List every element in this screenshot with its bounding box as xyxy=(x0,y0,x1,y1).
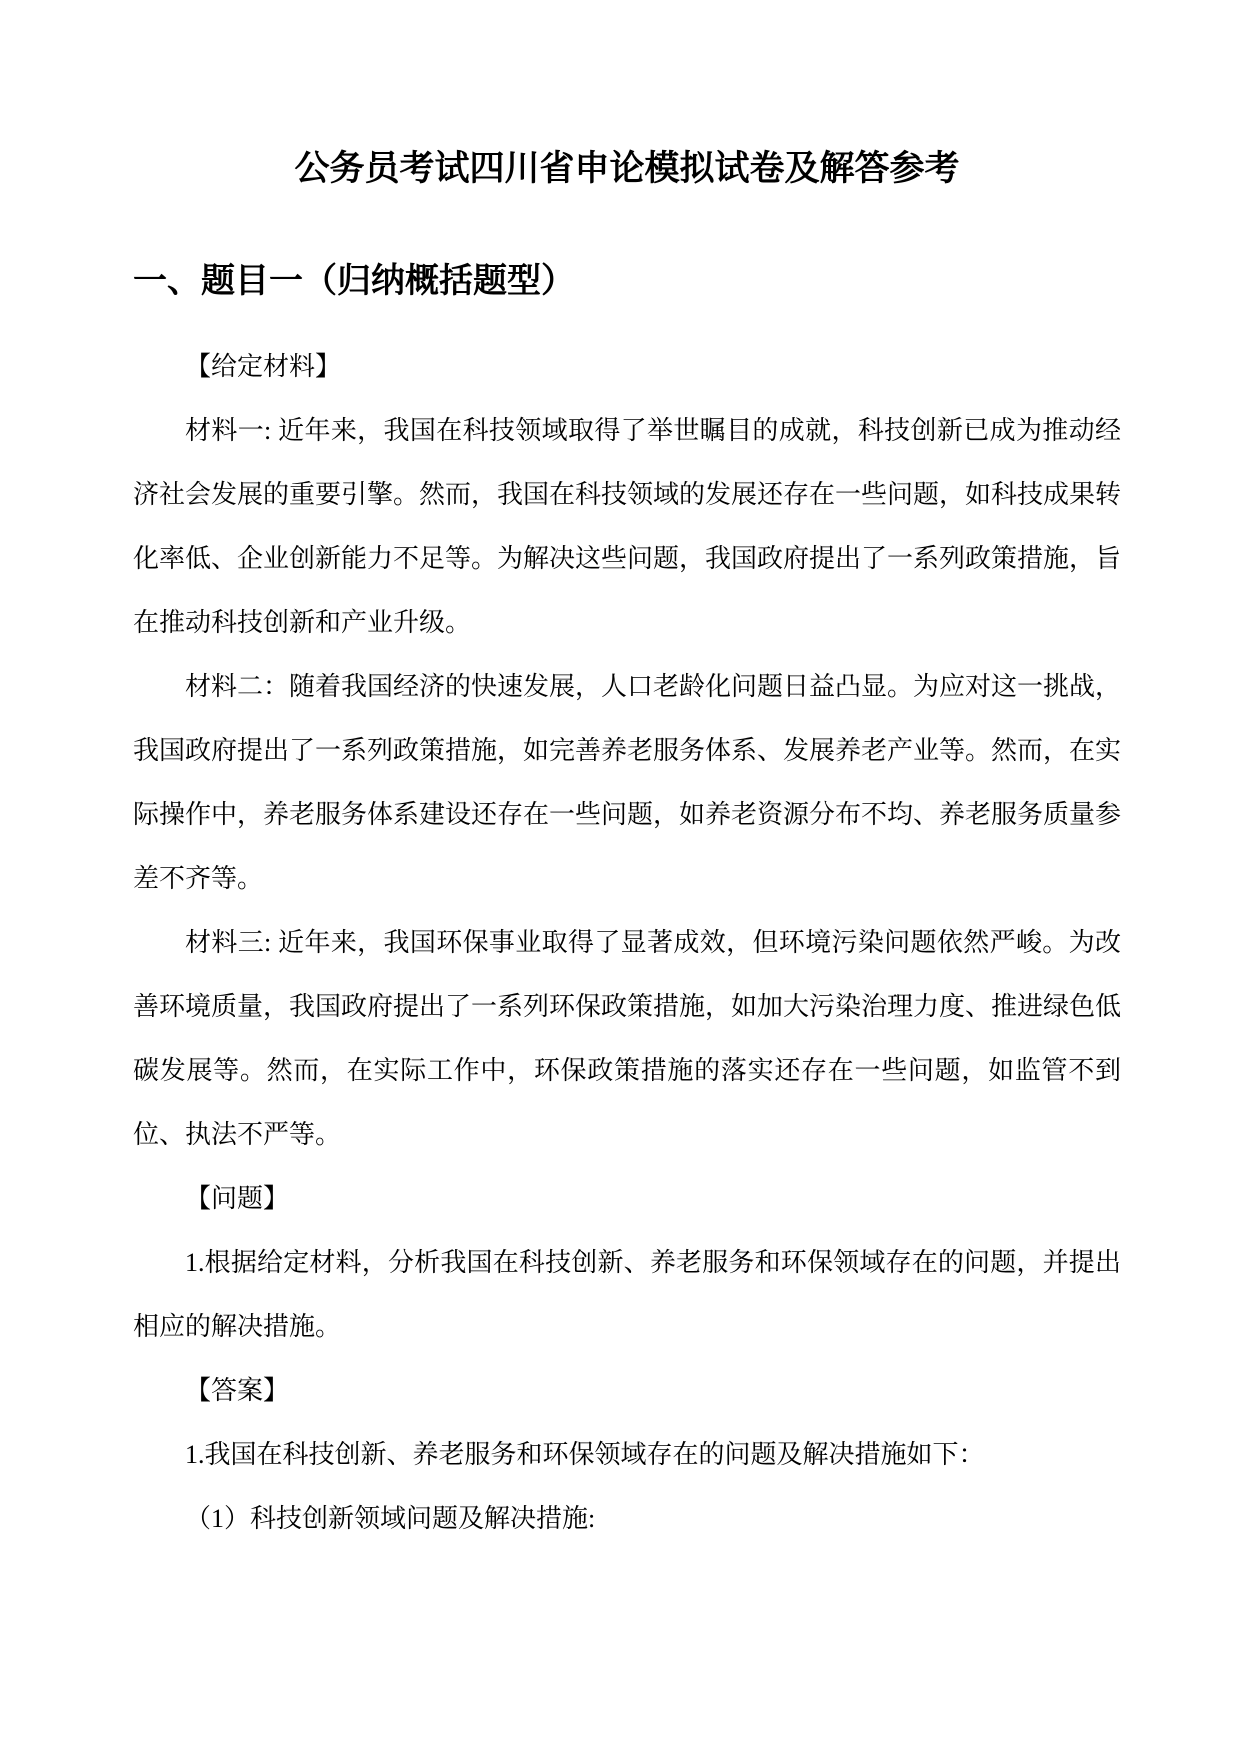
material-paragraph-1: 材料一: 近年来，我国在科技领域取得了举世瞩目的成就，科技创新已成为推动经济社会发展的重要引擎。然而，我国在科技领域的发展还存在一些问题，如科技成果转化率低、企业创新能力不足等。为解决这些问题，我国政府提出了一系列政策措施，旨在推动科技创新和产业升级。 xyxy=(133,416,1122,637)
question-label: 【问题】 xyxy=(185,1184,290,1213)
question-text: 1.根据给定材料，分析我国在科技创新、养老服务和环保领域存在的问题，并提出相应的解决措施。 xyxy=(133,1248,1121,1341)
answer-label: 【答案】 xyxy=(185,1376,290,1405)
materials-label: 【给定材料】 xyxy=(185,352,342,381)
material-paragraph-2: 材料二：随着我国经济的快速发展，人口老龄化问题日益凸显。为应对这一挑战，我国政府提出了一系列政策措施，如完善养老服务体系、发展养老产业等。然而，在实际操作中，养老服务体系建设还存在一些问题，如养老资源分布不均、养老服务质量参差不齐等。 xyxy=(133,672,1122,893)
section-heading: 一、题目一（归纳概括题型） xyxy=(133,263,575,300)
document-body xyxy=(133,335,1121,1551)
document-title: 公务员考试四川省申论模拟试卷及解答参考 xyxy=(294,149,960,188)
material-paragraph-3: 材料三: 近年来，我国环保事业取得了显著成效，但环境污染问题依然严峻。为改善环境质量，我国政府提出了一系列环保政策措施，如加大污染治理力度、推进绿色低碳发展等。然而，在实际工作中，环保政策措施的落实还存在一些问题，如监管不到位、执法不严等。 xyxy=(133,928,1122,1149)
answer-point-1: （1）科技创新领域问题及解决措施: xyxy=(185,1504,596,1533)
answer-intro: 1.我国在科技创新、养老服务和环保领域存在的问题及解决措施如下： xyxy=(185,1440,985,1469)
